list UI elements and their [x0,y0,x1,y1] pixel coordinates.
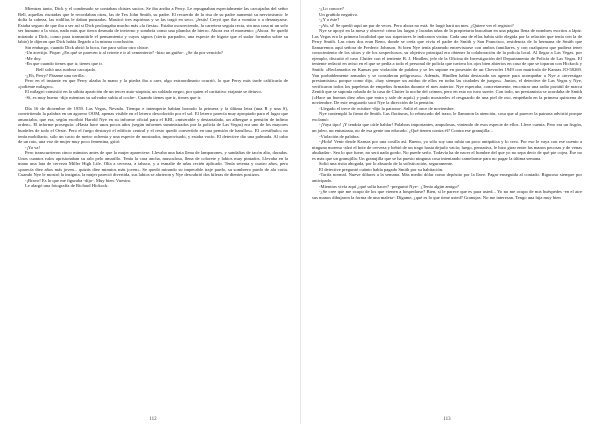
paragraph: -Llegado el trece de octubre -dijo la patrona-. Salió el once de noviembre. [319,105,455,111]
paragraph: -¡Bravo! Es lo que me figuraba -dijo-. Muy bien. Vuestro. [25,177,132,183]
paragraph: -¡Ya va! [25,144,40,150]
paragraph: -¿Y a éste? [319,17,340,23]
paragraph: Nye contempló la firma de Smith. Las florituras, lo rebuscado del trazo, le llamaron la atención, cosa que al parecer la patrona advirtió porque exclamó: [312,111,582,122]
paragraph: -¿Eh, Perry? Pásame una cerilla. [25,72,85,78]
page-number-left: 112 [149,417,157,422]
paragraph: -¡Hola! Venir desde Kansas por una cosilla así. Bueno, yo sólo soy una rubia un poco antipática y lo creo. Por eso le vaya con ese cuento a ninguna morena -alzó el bote de cerveza y bebió de un trago hasta dejarlo vacío; luego, pensativa, le hizo girar entre las manos pecosas y de venas abultadas-. Sea lo que fuere, no será nada gordo. No puede serlo. Todavía ha de nacer el hombre del que yo no sepa decir de qué pie cojea. Ése no es más que un granujilla. Un granujilla que se ha puesto ninguna cosa intentando camelarme para no pagar la última semana. [312,139,582,161]
paragraph: -Un acertijo. Pique: ¿En qué se parecen ir al retrete e ir al cementerio? -hizo un guiño-. ¿Se da por vencido? [25,50,223,56]
paragraph: El detective preguntó cuánto había pagado Smith por su habitación. [319,166,444,172]
paragraph: -Mientras vivía aquí ¿qué solía hacer? -preguntó Nye-. ¿Tenía algún amigo? [319,183,459,189]
paragraph: -Sí, es muy bueno -dijo mientras su salvador subía al coche-. Cuando tienes que ir, tienes que ir. [25,94,202,100]
right-page-body [312,6,582,410]
paragraph: Mientras tanto, Dick y el condenado se contaban chistes sucios. Se iba arriba a Perry. Le repugnaban especialmente las carcajadas del señor Bell, aquellas risotadas que le recordaban otras, las de Tex John Smith, su padre. El recuerdo de la risa de su padre aumentó su nerviosismo: le dolía la cabeza, las rodillas le daban punzadas. Masticó tres aspirinas y se las tragó en seco. ¡Jesús! Creyó que iba a vomitar o a desmayarse. Estaba seguro de que iba a ser así si Dick prolongaba mucho más «la fiesta». Estaba oscureciendo, la carretera seguía recta, sin una casa ni un solo ser humano a la vista, nada más que tierra desnuda de invierno y sombría como una plancha de hierro. Ahora era el momento: ¡Ahora. Se quedó mirando a Dick, como para transmitirle el pensamiento y cuyos signos (cierto parpadeo, una especie de bigote que el sudor formaba sobre su labio) le dijeron que Dick había llegado a la misma conclusión. [18,6,288,45]
right-page [312,6,582,424]
paragraph: Día 16 de diciembre de 1959. Las Vegas, Nevada. Tiempo e intemperie habían borrado la primera y la última letra (una R y una S), convirtiendo la palabra en un agorero OOM, apenas visible en el letrero descolorido por el sol. El letrero parecía muy apropiado para el lugar que anunciaba, que era, según escribió Harold Nye en su informe oficial para el KBI, «miserable y destartalado, un albergue o pensión de ínfimo orden». El informe proseguía: «Hasta hace unos pocos años (según informes suministrados por la policía de Las Vegas) era uno de los mayores burdeles de todo el Oeste. Pero el fuego destruyó el edificio central y el resto quedó convertido en una pensión de barullos». El «vestíbulo» no tenía mobiliario, sólo un cacto de metro ochenta y una especie de mostrador, improvisado, y estaba vacío. El detective dio una palmada. Al cabo de un rato, una voz de mujer muy poco femenina, gritó: [18,105,288,145]
paragraph: Nye se apoyó en la mesa y observó cómo las largas y lacadas uñas de la propietaria buscaban en una página llena de nombres escritos a lápiz. Las Vegas era la primera localidad que sus superiores le indicaron visitar. Cada una de ellas había sido elegida por la relación que tenía con la de Perry Smith. Las otras dos eran Reno, donde se creía que vivía el padre de Smith y San Francisco, residencia de la hermana de Smith que llamaremos aquí señora de Frederic Johnson. Si bien Nye tenía planeado entrevistarse con ambos familiares, y con cualquiera que pudiera tener conocimiento de los sitios y de los sospechosos, su objetivo principal era obtener la colaboración de la policía local. Al llegar a Las Vegas, por ejemplo, discutió el caso Clutter con el teniente B. J. Hindlen, jefe de la Oficina de Investigación del Departamento de Policía de Las Vegas. El teniente redactó en aviso en el que se pedía a todo el personal de policía que tuviera los ojos bien abiertos en caso de que se toparan con Hickock y Smith: «Reclamados en Kansas por violación de palabra y se les supone en posesión de un Chevrolet 1949 con matrícula de Kansas JO-58269. Van probablemente armados y se consideran peligrosos». Además, Hindlen había destacado un agente para acompañar a Nye a «investigar prestamistas» porque como dijo, «hay siempre un asiduo de ellos en todas las ciudades de juegos». Juntos, el detective de Las Vegas y Nye, verificaron todos los papeletas de empeños firmadas durante el mes anterior. Nye esperaba, concretamente, encontrar una radio portátil de marca Zenith que se suponía robada de la casa de Clutter la noche del crimen, pero en esto no tuvo suerte. Con todo, un prestamista se acordaba de Smith («Hace un buenos diez años que entra y sale de aquí») y pudo mostrarles el resguardo de una piel de oso, empeñada en la primera quincena de noviembre. De este resguardo sacó Nye la dirección de la pensión. [312,28,582,106]
left-page [18,6,288,424]
paragraph: -Me doy. [25,55,42,61]
paragraph: Le alargó una fotografía de Richard Hickock: [25,183,109,189]
paragraph: Pero en el instante en que Perry alzaba la mano y la piedra iba a caer, algo extraordinario ocurrió, lo que Perry más tarde calificaría de «jodiente milagro». [18,78,288,89]
page-gutter [300,0,301,424]
left-page-body [18,6,288,410]
paragraph: El milagro consistió en la súbita aparición de un tercer auto-stopista, un soldado negro, por quien el caritativo viajante se detuvo. [25,89,262,95]
paragraph: -En que cuando tienes que ir, tienes que ir. [25,61,103,67]
paragraph: -Violación de palabra. [319,133,360,139]
page-number-right: 113 [443,417,451,422]
paragraph: Un gruñido negativo. [319,11,359,17]
paragraph: Sin embargo, cuando Dick abrió la boca, fue para soltar otro chiste. [25,44,149,50]
paragraph: Soltó una risita ahogada, por lo absurdo de la sofisticación, seguramente. [319,161,454,167]
paragraph: -¡Vaya tipo! ¡Y tendría que oírle hablar! Palabras importantes, ampulosas, viniendo de esos especie de ellos. Lleve cuenta. Pero era un fisgón, un jaleo, un entusiasta, no de esa gente tan educado. ¿Qué tienen contra él? Contra ese granujilla... [312,122,582,134]
paragraph: -¿Se cree que me ocupo de los que vienen a hospedarse? Bien, si le parece que es para usted... Yo no me ocupo de mis huéspedes -en el aire sus manos dibujaron la forma de una maleta-. Dígame, ¿qué es lo que tiene usted? Granujas. No me interesan. Tengo una hija muy bien [312,189,582,200]
paragraph: -Tarifa normal. Nueve dólares a la semana. Más medio dólar como depósito por la llave. Pagar enseguida al contado. Riguroso siempre por anticipado. [312,172,582,183]
paragraph: -¿Lo conoce? [319,6,344,11]
paragraph: Pero transcurrieron cinco minutos antes de que la mujer apareciese. Llevaba una bata llena de lamparones, y sandalias de tacón alto, doradas. Unos cuantos rulos aprisionaban su ralo pelo amarillo. Tenía la cara ancha, musculosa, llena de colorete y labios muy pintados. Llevaba en la mano una lata de cerveza Miller High Life. Olía a cerveza, a tabaco, y a esmalte de uñas recién aplicado. Tenía setenta y cuatro años, pero «parecía diez años más joven... quizás diez minutos más joven». Se quedó mirando su impecable traje pardo, su sombrero pardo de ala corta. Cuando Nye le mostró la insignia, la mujer pareció divertida, sus labios se abrieron y Nye descubrió dos hileras de dientes postizos. [18,150,288,178]
paragraph: Bell soltó una ruidosa carcajada. [36,67,96,73]
paragraph: -¡Ah, sí! Se quedó aquí un par de veces. Pero ahora no está. Se largó hará un mes. ¿Quiere ver el registro? [319,22,514,28]
